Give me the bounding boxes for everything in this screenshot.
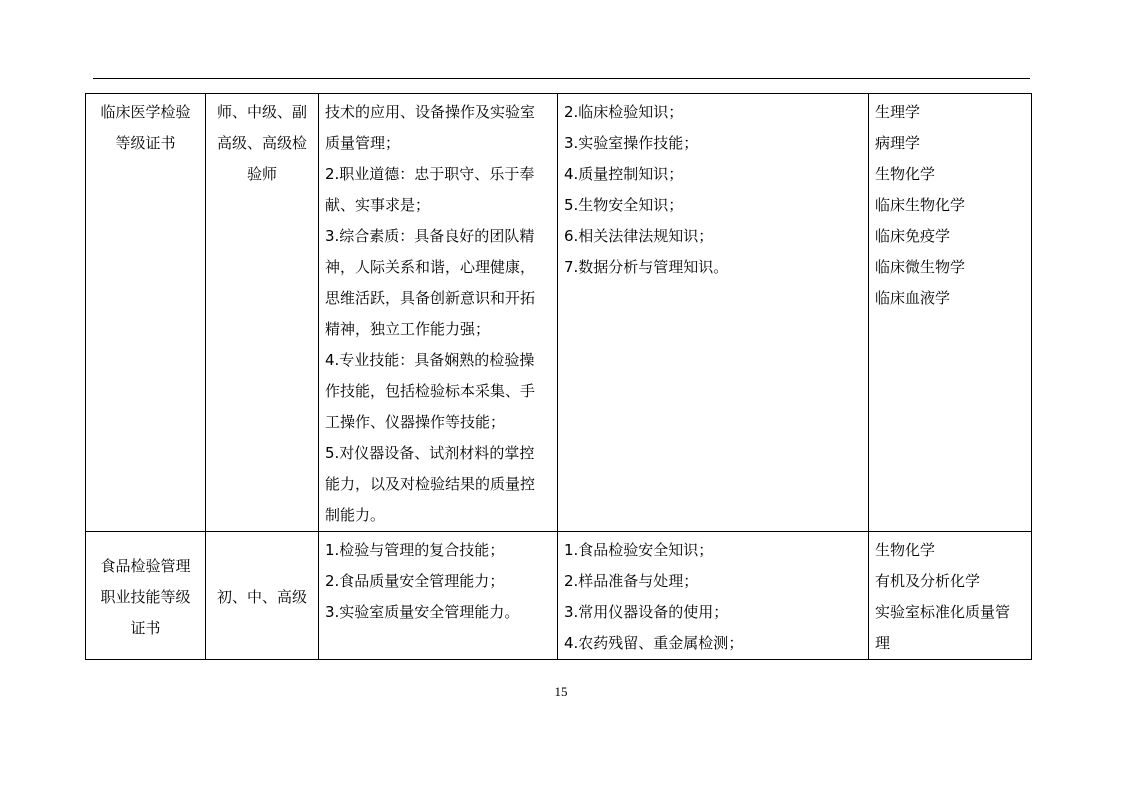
cell-text-line: 实验室标准化质量管: [875, 603, 1011, 621]
cell-text-line: 临床免疫学: [875, 227, 951, 245]
page-number: 15: [554, 684, 568, 699]
cell-text-line: 高级、高级检: [216, 134, 307, 152]
level-cell: [206, 94, 319, 532]
cell-text-line: 3.常用仪器设备的使用；: [564, 603, 729, 621]
knowledge-cell: [558, 94, 869, 532]
cell-text-line: 2.临床检验知识；: [564, 103, 684, 121]
cell-text-line: 7.数据分析与管理知识。: [564, 258, 729, 276]
cell-text-line: 生理学: [875, 103, 921, 121]
cell-text-line: 病理学: [875, 134, 921, 152]
abilities-cell: [319, 532, 558, 660]
cell-text-line: 工操作、仪器操作等技能；: [325, 413, 506, 431]
cell-text-line: 6.相关法律法规知识；: [564, 227, 714, 245]
cell-text-line: 技术的应用、设备操作及实验室: [325, 103, 536, 121]
cell-text-line: 3.实验室质量安全管理能力。: [325, 603, 520, 621]
courses-cell: [869, 532, 1032, 660]
cell-text-line: 3.实验室操作技能；: [564, 134, 699, 152]
cell-text-line: 有机及分析化学: [875, 572, 981, 590]
cell-text-line: 献、实事求是；: [325, 196, 431, 214]
cell-text-line: 临床微生物学: [875, 258, 966, 276]
cell-text-line: 2.食品质量安全管理能力；: [325, 572, 505, 590]
cell-text-line: 食品检验管理: [100, 556, 191, 575]
cell-text-line: 生物化学: [875, 165, 936, 183]
cell-text-line: 作技能，包括检验标本采集、手: [325, 382, 536, 400]
cell-text-line: 5.对仪器设备、试剂材料的掌控: [325, 444, 535, 462]
header-rule: [93, 78, 1030, 79]
table-row: [86, 532, 1032, 660]
cell-text-line: 生物化学: [875, 541, 936, 559]
cell-text-line: 4.专业技能：具备娴熟的检验操: [325, 351, 535, 369]
cell-text-line: 理: [875, 634, 891, 652]
cell-text-line: 4.农药残留、重金属检测；: [564, 634, 744, 652]
cell-text-line: 临床生物化学: [875, 196, 966, 214]
cell-text-line: 证书: [130, 618, 161, 637]
certificate-cell: [86, 94, 206, 532]
knowledge-cell: [558, 532, 869, 660]
cell-text-line: 精神，独立工作能力强；: [325, 320, 491, 338]
cell-text-line: 神，人际关系和谐，心理健康，: [325, 258, 536, 276]
cell-text-line: 初、中、高级: [216, 587, 307, 606]
cell-text-line: 能力，以及对检验结果的质量控: [325, 475, 536, 493]
cell-text-line: 制能力。: [325, 506, 386, 524]
cell-text-line: 2.职业道德：忠于职守、乐于奉: [325, 165, 535, 183]
cell-text-line: 思维活跃，具备创新意识和开拓: [325, 289, 536, 307]
cell-text-line: 质量管理；: [325, 134, 401, 152]
cell-text-line: 2.样品准备与处理；: [564, 572, 699, 590]
cell-text-line: 验师: [246, 165, 277, 183]
cell-text-line: 5.生物安全知识；: [564, 196, 684, 214]
cell-text-line: 师、中级、副: [216, 103, 307, 121]
cell-text-line: 等级证书: [115, 134, 176, 152]
cell-text-line: 临床血液学: [875, 289, 951, 307]
table-row: [86, 94, 1032, 532]
cell-text-line: 1.检验与管理的复合技能；: [325, 541, 505, 559]
level-cell: [206, 532, 319, 660]
certificate-table: [85, 93, 1032, 660]
abilities-cell: [319, 94, 558, 532]
cell-text-line: 1.食品检验安全知识；: [564, 541, 714, 559]
cell-text-line: 临床医学检验: [100, 103, 191, 121]
cell-text-line: 4.质量控制知识；: [564, 165, 684, 183]
courses-cell: [869, 94, 1032, 532]
cell-text-line: 职业技能等级: [100, 587, 191, 606]
cell-text-line: 3.综合素质：具备良好的团队精: [325, 227, 535, 245]
certificate-cell: [86, 532, 206, 660]
